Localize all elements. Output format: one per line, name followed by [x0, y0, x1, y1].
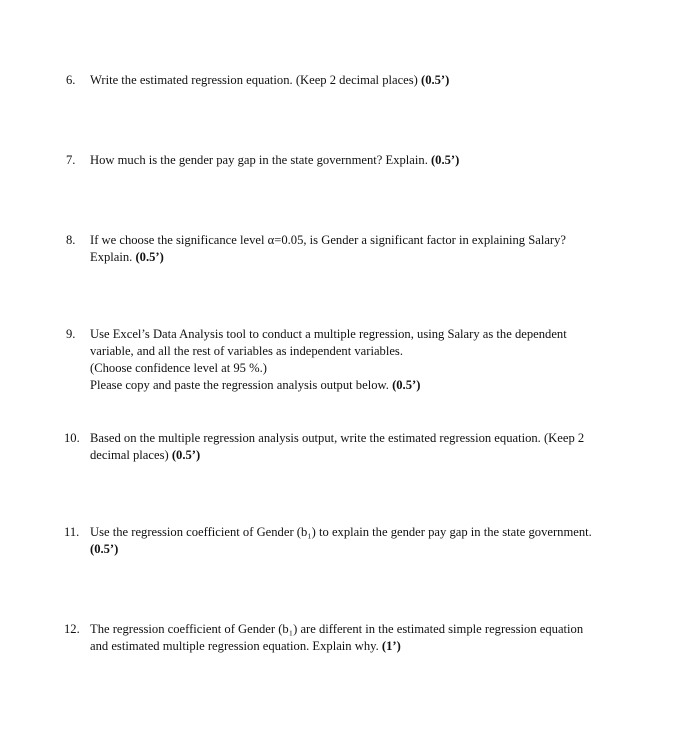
- question-number: 12.: [64, 622, 80, 636]
- points-label: (0.5’): [171, 448, 201, 462]
- question-12: [66, 621, 626, 655]
- question-number: 10.: [64, 431, 80, 445]
- question-text-line: Use the regression coefficient of Gender (b₁) to explain the gender pay gap in the state government.: [90, 525, 592, 539]
- question-text-line: (Choose confidence level at 95 %.): [90, 361, 267, 375]
- question-number: 11.: [64, 525, 80, 539]
- points-label: (0.5’): [90, 542, 119, 556]
- question-10: [66, 430, 626, 464]
- question-text-line: variable, and all the rest of variables as independent variables.: [90, 344, 403, 358]
- question-text-line: Write the estimated regression equation. (Keep 2 decimal places) (0.5’): [90, 73, 450, 87]
- points-label: (0.5’): [135, 250, 164, 264]
- points-label: (0.5’): [430, 153, 460, 167]
- question-8: [66, 232, 626, 266]
- question-7: [66, 152, 626, 169]
- question-11: [66, 524, 626, 558]
- question-number: 8.: [66, 233, 76, 247]
- question-text-line: Based on the multiple regression analysis output, write the estimated regression equation. (Keep 2: [90, 431, 585, 445]
- points-label: (0.5’): [421, 73, 450, 87]
- question-text-line: Use Excel’s Data Analysis tool to conduct a multiple regression, using Salary as the dependent: [90, 327, 567, 341]
- question-text-line: Explain. (0.5’): [90, 250, 164, 264]
- question-6: [66, 72, 626, 89]
- question-text-line: [90, 541, 626, 558]
- question-text-line: The regression coefficient of Gender (b₁) are different in the estimated simple regression equation: [90, 622, 584, 636]
- points-label: (1’): [381, 639, 401, 653]
- question-text-line: decimal places) (0.5’): [90, 448, 201, 462]
- question-number: 7.: [66, 153, 76, 167]
- question-text-line: and estimated multiple regression equation. Explain why. (1’): [90, 639, 401, 653]
- question-number: 9.: [66, 327, 76, 341]
- question-number: 6.: [66, 73, 76, 87]
- question-9: [66, 326, 626, 394]
- points-label: (0.5’): [392, 378, 421, 392]
- question-text-line: If we choose the significance level α=0.05, is Gender a significant factor in explaining Salary?: [90, 233, 567, 247]
- question-text-line: How much is the gender pay gap in the state government? Explain. (0.5’): [90, 153, 460, 167]
- question-text-line: Please copy and paste the regression analysis output below. (0.5’): [90, 378, 421, 392]
